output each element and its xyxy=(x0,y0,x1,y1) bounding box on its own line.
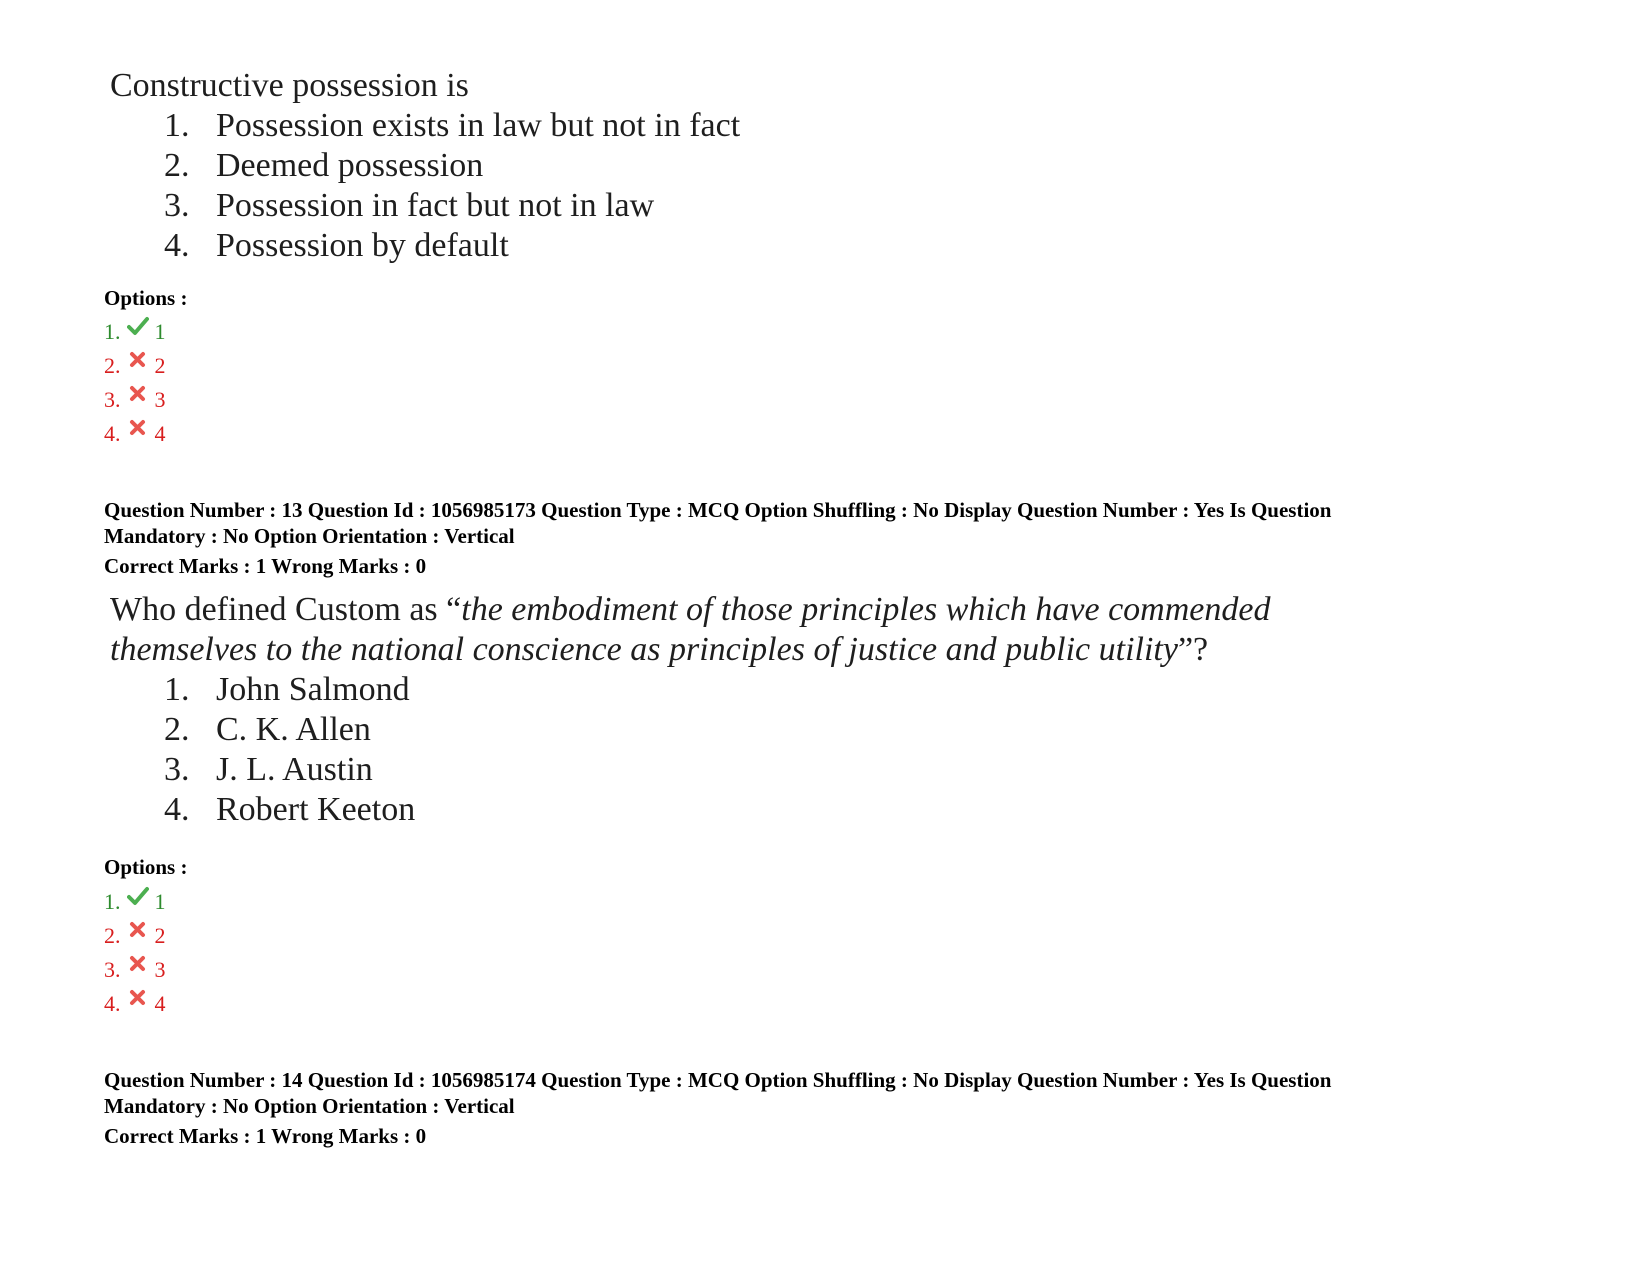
option-row: 3. 3 xyxy=(104,957,166,991)
question-12-content xyxy=(110,66,740,266)
question-item: 4. Possession by default xyxy=(164,227,509,264)
question-stem-continued: themselves to the national conscience as principles of justice and public utility”? xyxy=(110,631,1209,668)
question-items xyxy=(110,106,740,266)
question-item: 4. Robert Keeton xyxy=(164,791,416,828)
question-14-meta: Question Number : 14 Question Id : 1056985174 Question Type : MCQ Option Shuffling : No Display Question Number : Yes Is Question Mandatory : No Option Orientation : Vertical xyxy=(104,1068,1332,1118)
options-label: Options : xyxy=(104,855,188,879)
cross-icon xyxy=(127,349,149,371)
option-row: 4. 4 xyxy=(104,421,166,455)
cross-icon xyxy=(127,953,149,975)
check-icon xyxy=(127,315,149,337)
check-icon xyxy=(127,885,149,907)
option-row: 2. 2 xyxy=(104,353,166,387)
question-14-marks: Correct Marks : 1 Wrong Marks : 0 xyxy=(104,1124,427,1148)
cross-icon xyxy=(127,919,149,941)
question-13-meta: Question Number : 13 Question Id : 1056985173 Question Type : MCQ Option Shuffling : No Display Question Number : Yes Is Question Mandatory : No Option Orientation : Vertical xyxy=(104,498,1332,548)
option-row: 1. 1 xyxy=(104,889,166,923)
question-stem: Who defined Custom as “the embodiment of those principles which have commended xyxy=(110,591,1271,628)
option-row: 3. 3 xyxy=(104,387,166,421)
cross-icon xyxy=(127,383,149,405)
cross-icon xyxy=(127,987,149,1009)
question-stem: Constructive possession is xyxy=(110,67,469,104)
question-item: 1. John Salmond xyxy=(164,671,410,708)
options-list xyxy=(104,889,166,1025)
question-items xyxy=(110,670,1270,830)
question-item: 2. Deemed possession xyxy=(164,147,484,184)
question-item: 3. Possession in fact but not in law xyxy=(164,187,655,224)
option-row: 4. 4 xyxy=(104,991,166,1025)
option-row: 2. 2 xyxy=(104,923,166,957)
option-row: 1. 1 xyxy=(104,319,166,353)
question-13-marks: Correct Marks : 1 Wrong Marks : 0 xyxy=(104,554,427,578)
options-list xyxy=(104,319,166,455)
question-item: 1. Possession exists in law but not in fact xyxy=(164,107,741,144)
question-item: 3. J. L. Austin xyxy=(164,751,373,788)
options-label: Options : xyxy=(104,286,188,310)
question-13-content xyxy=(110,590,1270,830)
question-item: 2. C. K. Allen xyxy=(164,711,371,748)
cross-icon xyxy=(127,417,149,439)
